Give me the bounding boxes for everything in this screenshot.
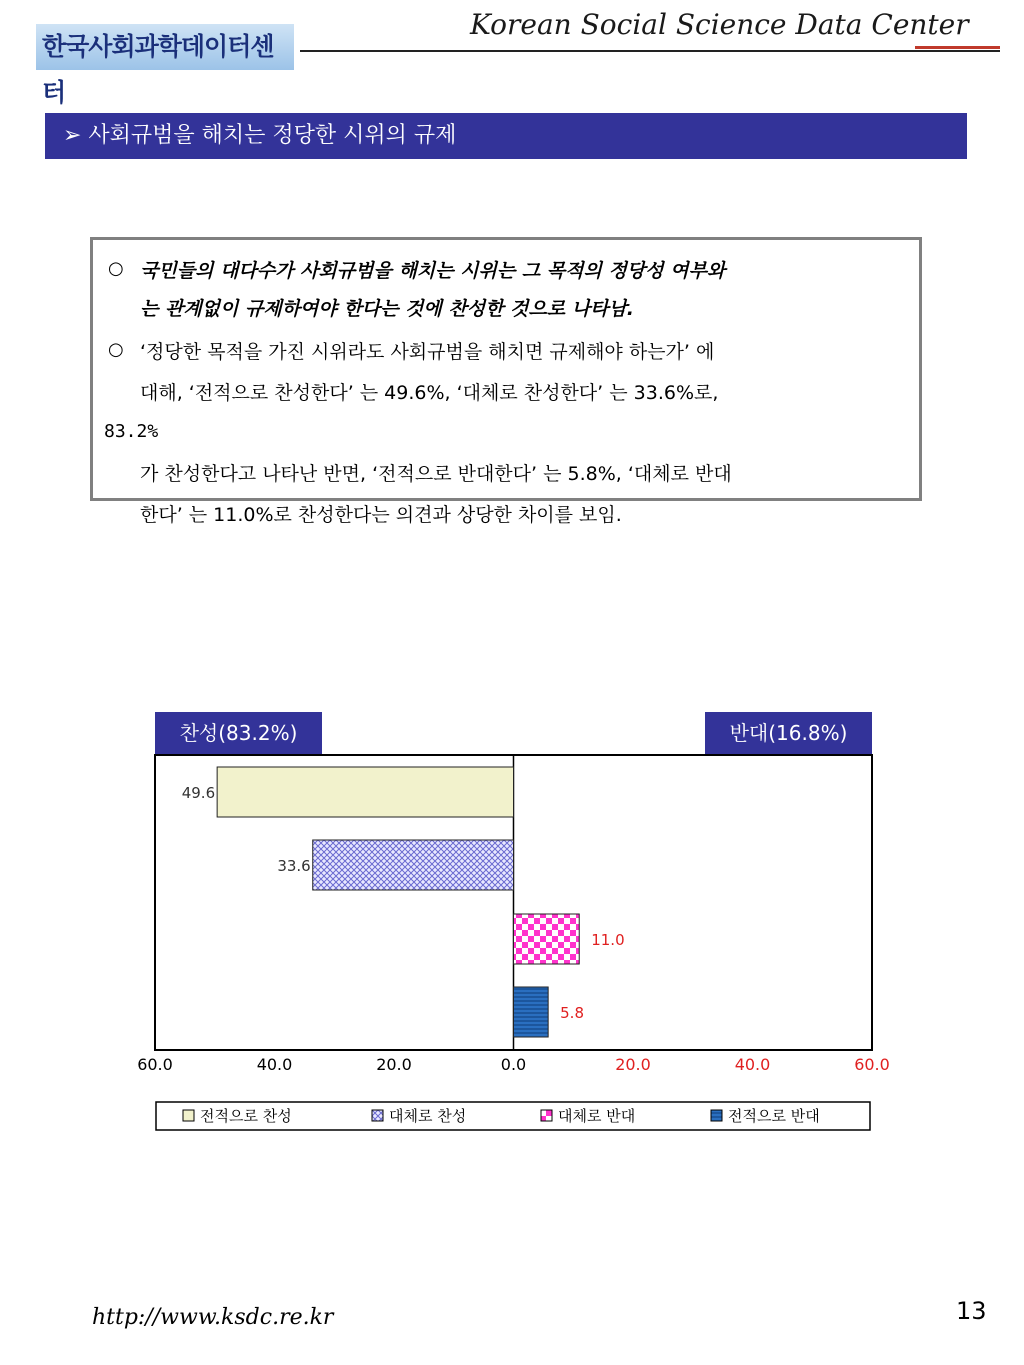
legend-swatch-3 xyxy=(541,1110,552,1121)
summary-line-3: ‘정당한 목적을 가진 시위라도 사회규범을 해치면 규제해야 하는가’ 에 xyxy=(140,341,715,363)
data-label-4: 5.8 xyxy=(560,1004,585,1022)
summary-line-1: 국민들의 대다수가 사회규범을 해치는 시위는 그 목적의 정당성 여부와 xyxy=(140,260,726,282)
x-tick-label-2: 20.0 xyxy=(376,1055,412,1074)
x-tick-label-6: 60.0 xyxy=(854,1055,890,1074)
legend-label-1: 전적으로 찬성 xyxy=(200,1107,292,1125)
bullet-2: ○ xyxy=(108,339,124,360)
data-label-3: 11.0 xyxy=(591,931,625,949)
x-tick-label-5: 40.0 xyxy=(734,1055,771,1074)
legend-label-2: 대체로 찬성 xyxy=(389,1107,467,1125)
page-number: 13 xyxy=(956,1297,987,1325)
legend-label-4: 전적으로 반대 xyxy=(728,1107,820,1125)
ksdc-korean-logo: 한국사회과학데이터센터 xyxy=(36,24,294,70)
summary-line-2: 는 관계없이 규제하여야 한다는 것에 찬성한 것으로 나타남. xyxy=(140,298,635,320)
legend-label-3: 대체로 반대 xyxy=(558,1107,636,1125)
summary-line-5: 83.2% xyxy=(104,421,159,442)
x-tick-label-1: 40.0 xyxy=(256,1055,293,1074)
legend-swatch-4 xyxy=(711,1110,722,1121)
x-tick-label-3: 0.0 xyxy=(500,1055,527,1074)
x-tick-label-4: 20.0 xyxy=(615,1055,651,1074)
bar-4 xyxy=(514,987,549,1037)
summary-line-7: 한다’ 는 11.0%로 찬성한다는 의견과 상당한 차이를 보임. xyxy=(140,504,622,526)
bar-1 xyxy=(217,767,513,817)
legend-swatch-1 xyxy=(183,1110,194,1121)
disagree-label: 반대(16.8%) xyxy=(705,712,872,755)
bar-2 xyxy=(313,840,514,890)
footer-url[interactable]: http://www.ksdc.re.kr xyxy=(92,1305,334,1330)
legend-swatch-2 xyxy=(372,1110,383,1121)
summary-line-4: 대해, ‘전적으로 찬성한다’ 는 49.6%, ‘대체로 찬성한다’ 는 33.6%로, xyxy=(140,382,719,404)
summary-line-6: 가 찬성한다고 나타난 반면, ‘전적으로 반대한다’ 는 5.8%, ‘대체로 반대 xyxy=(140,463,732,485)
data-label-1: 49.6 xyxy=(181,784,216,802)
bullet-1: ○ xyxy=(108,258,124,279)
bar-3 xyxy=(514,914,580,964)
section-title: ➢ 사회규범을 해치는 정당한 시위의 규제 xyxy=(45,113,967,159)
x-tick-label-0: 60.0 xyxy=(137,1055,173,1074)
agree-label: 찬성(83.2%) xyxy=(155,712,322,755)
ksdc-english-logo: Korean Social Science Data Center xyxy=(470,8,969,41)
data-label-2: 33.6 xyxy=(277,857,311,875)
